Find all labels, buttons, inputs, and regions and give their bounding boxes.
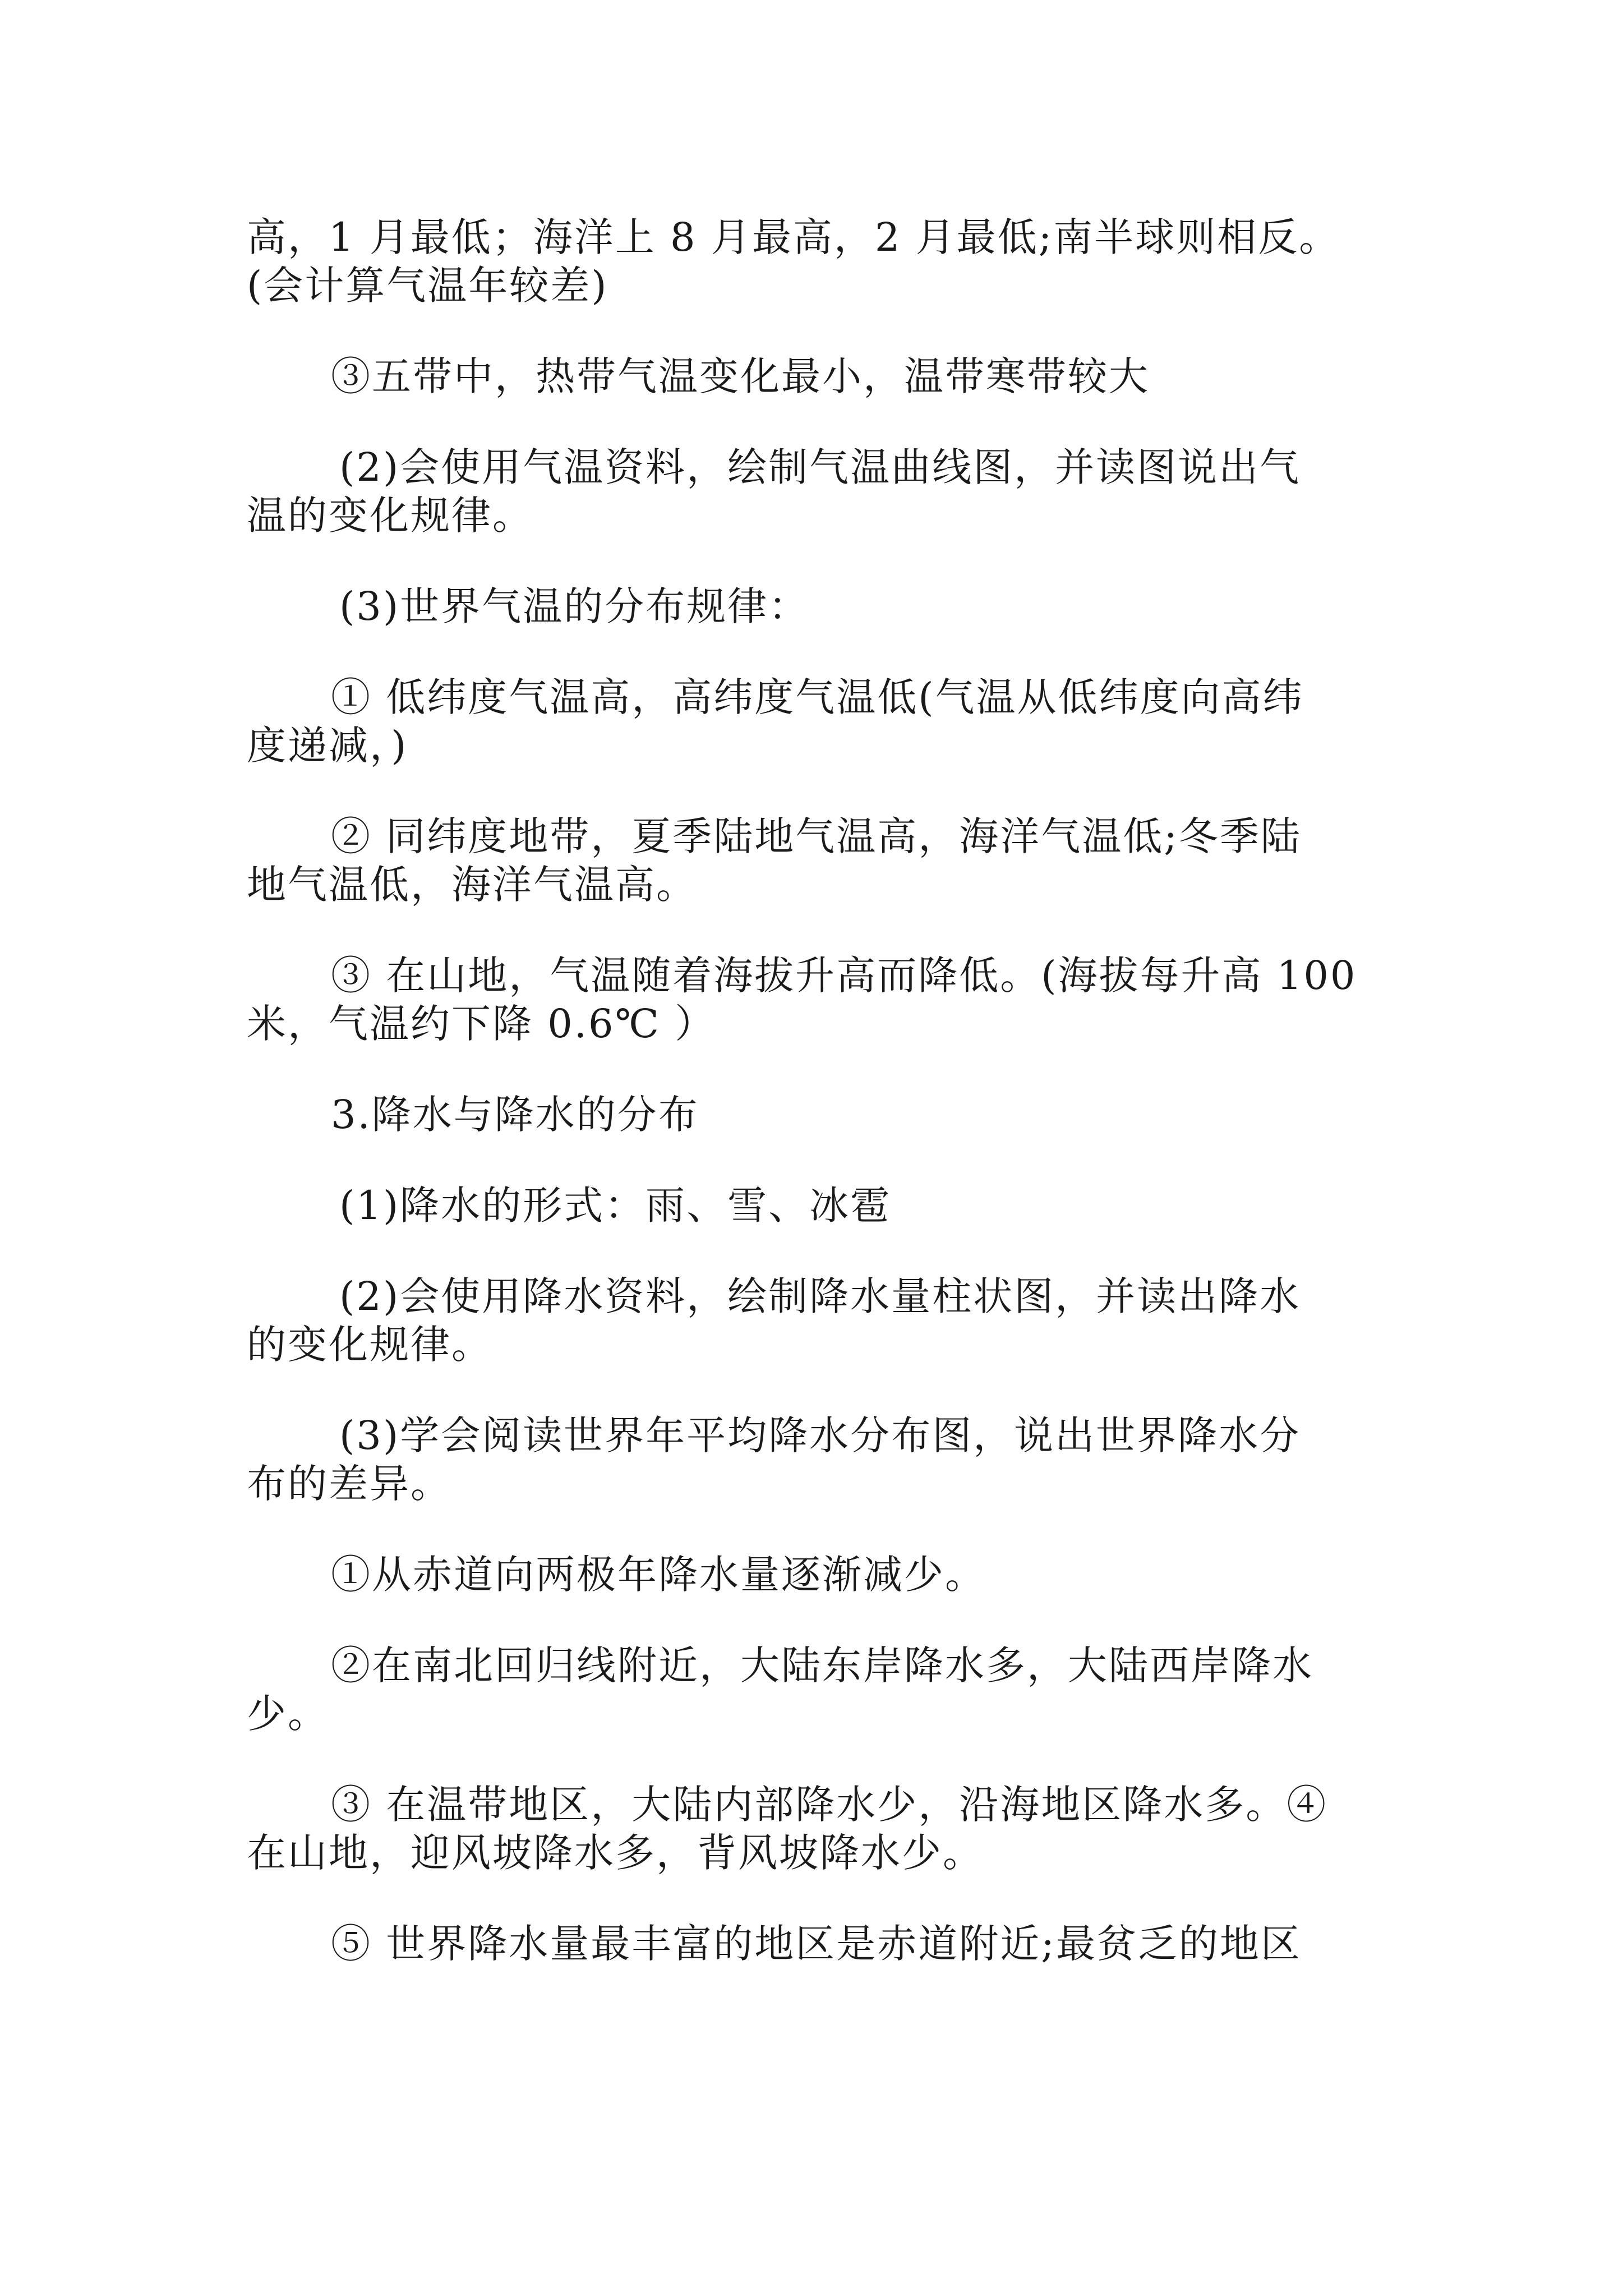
text-line: ⑤ 世界降水量最丰富的地区是赤道附近;最贫乏的地区 <box>331 1921 1302 1967</box>
text-line: (1)降水的形式：雨、雪、冰雹 <box>339 1182 892 1228</box>
text-line: ③ 在温带地区，大陆内部降水少，沿海地区降水多。④ <box>331 1782 1328 1828</box>
text-line: 少。 <box>247 1691 329 1737</box>
text-line: (3)世界气温的分布规律： <box>339 583 810 629</box>
text-line: ② 同纬度地带，夏季陆地气温高，海洋气温低;冬季陆 <box>331 813 1302 859</box>
text-line: 米，气温约下降 0.6℃ ） <box>247 1001 716 1047</box>
text-line: 在山地，迎风坡降水多，背风坡降水少。 <box>247 1830 984 1876</box>
text-line: (2)会使用气温资料，绘制气温曲线图，并读图说出气 <box>339 444 1301 490</box>
text-line: ①从赤道向两极年降水量逐渐减少。 <box>331 1552 986 1598</box>
text-line: 地气温低，海洋气温高。 <box>247 862 697 908</box>
text-line: ① 低纬度气温高，高纬度气温低(气温从低纬度向高纬 <box>331 674 1304 720</box>
text-line: (会计算气温年较差) <box>247 263 608 309</box>
section-heading: 3.降水与降水的分布 <box>331 1092 699 1138</box>
text-line: 的变化规律。 <box>247 1322 492 1368</box>
text-line: 度递减，) <box>247 723 408 769</box>
text-line: 温的变化规律。 <box>247 493 533 539</box>
text-line: 布的差异。 <box>247 1461 451 1507</box>
text-line: ②在南北回归线附近，大陆东岸降水多，大陆西岸降水 <box>331 1642 1313 1688</box>
document-body <box>247 213 1385 1968</box>
text-line: (3)学会阅读世界年平均降水分布图，说出世界降水分 <box>339 1412 1301 1458</box>
text-line: ③五带中，热带气温变化最小，温带寒带较大 <box>331 353 1150 399</box>
text-line: (2)会使用降水资料，绘制降水量柱状图，并读出降水 <box>339 1273 1301 1319</box>
text-line: 高，1 月最低；海洋上 8 月最高，2 月最低;南半球则相反。 <box>247 214 1340 260</box>
text-line: ③ 在山地，气温随着海拔升高而降低。(海拔每升高 100 <box>331 953 1357 999</box>
